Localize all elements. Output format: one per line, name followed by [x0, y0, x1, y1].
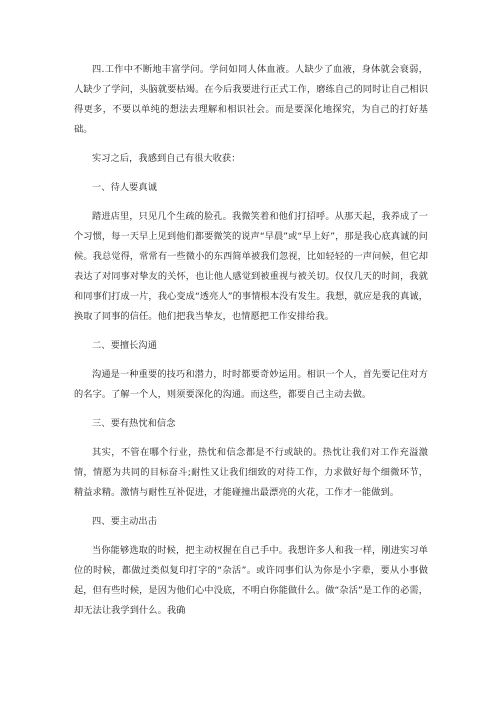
heading-communication: 二、要擅长沟通 [92, 340, 158, 351]
paragraph-study: 四.工作中不断地丰富学问。学问如同人体血液。人缺少了血液，身体就会衰弱，人缺少了学问，头脑就要枯竭。在今后我要进行正式工作，磨练自己的同时让自己相识得更多，不要以单纯的想法去理解和相识社会。而是要深化地探究，为自己的打好基础。 [74, 64, 428, 135]
paragraph-harvest-intro: 实习之后，我感到自己有很大收获： [92, 153, 241, 164]
paragraph-sincerity: 踏进店里，只见几个生疏的脸孔。我微笑着和他们打招呼。从那天起，我养成了一个习惯，每一天早上见到他们都要微笑的说声“早晨”或“早上好”，那是我心底真诚的问候。我总觉得，常常有一些微小的东西简单被我们忽视，比如轻轻的一声问候，但它却表达了对同事对挚友的关怀，也让他人感觉到被重视与被关切。仅仅几天的时间，我就和同事们打成一片，我心变成“透亮人”的事情根本没有发生。我想，就应是我的真诚，换取了同事的信任。他们把我当挚友，也情愿把工作安排给我。 [74, 211, 428, 322]
heading-sincerity: 一、待人要真诚 [92, 182, 158, 193]
heading-initiative: 四、要主动出击 [92, 516, 158, 527]
document-body [74, 60, 428, 621]
paragraph-communication: 沟通是一种重要的技巧和潜力，时时都要奇妙运用。相识一个人，首先要记住对方的名字。了解一个人，则须要深化的沟通。而这些，都要自己主动去做。 [74, 369, 428, 400]
heading-passion: 三、要有热忱和信念 [92, 418, 176, 429]
paragraph-initiative: 当你能够选取的时候，把主动权握在自己手中。我想许多人和我一样，刚进实习单位的时候，都做过类似复印打字的“杂活”。或许同事们认为你是小字辈，要从小事做起，但有些时候，是因为他们心中没底，不明白你能做什么。做“杂活”是工作的必需，却无法让我学到什么。我确 [74, 545, 428, 616]
paragraph-passion: 其实，不管在哪个行业，热忱和信念都是不行或缺的。热忱让我们对工作充溢激情，情愿为共同的目标奋斗;耐性又让我们细致的对待工作，力求做好每个细微环节，精益求精。激情与耐性互补促进，才能碰撞出最漂亮的火花，工作才一能做到。 [74, 447, 428, 498]
